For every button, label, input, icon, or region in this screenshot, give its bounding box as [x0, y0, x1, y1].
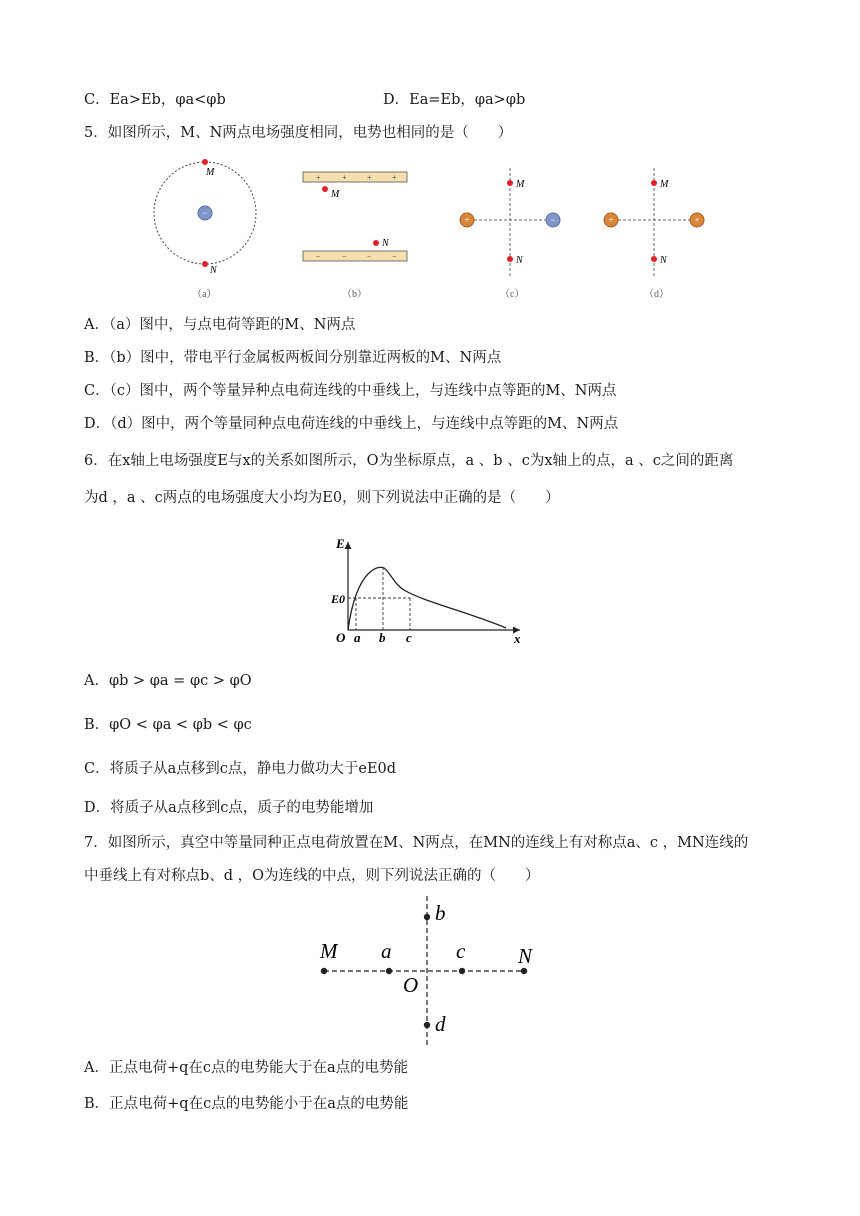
- svg-text:N: N: [382, 238, 389, 249]
- svg-text:−: −: [342, 252, 347, 261]
- q6-option-b: B．φO < φa < φb < φc: [84, 717, 252, 733]
- label-m: M: [206, 167, 215, 178]
- point-n: [651, 256, 657, 262]
- q5-figure-b: [296, 160, 416, 302]
- svg-text:−: −: [316, 252, 321, 261]
- svg-text:O: O: [336, 630, 346, 645]
- svg-text:M: M: [331, 189, 340, 200]
- q6-option-c: C．将质子从a点移到c点，静电力做功大于eE0d: [84, 761, 397, 777]
- q6-stem-line-2: 为d ，a 、c两点的电场强度大小均为E0，则下列说法中正确的是（ ）: [84, 490, 560, 506]
- svg-text:E: E: [336, 536, 345, 551]
- q5-stem: 5．如图所示，M、N两点电场强度相同，电势也相同的是（ ）: [84, 125, 513, 141]
- svg-text:+: +: [316, 173, 321, 182]
- q7-stem-line-1: 7．如图所示，真空中等量同种正点电荷放置在M、N两点，在MN的连线上有对称点a、c ，MN连线的: [84, 835, 749, 851]
- q5-option-a: A．（a）图中，与点电荷等距的M、N两点: [84, 317, 356, 333]
- svg-text:d: d: [435, 1012, 446, 1036]
- svg-text:b: b: [379, 630, 386, 645]
- svg-text:+: +: [367, 173, 372, 182]
- svg-text:（c）: （c）: [500, 289, 525, 300]
- svg-text:+: +: [342, 173, 347, 182]
- q5-option-d: D．（d）图中，两个等量同种点电荷连线的中垂线上，与连线中点等距的M、N两点: [84, 416, 619, 432]
- svg-text:N: N: [518, 944, 533, 968]
- svg-text:+: +: [608, 215, 614, 225]
- svg-text:−: −: [550, 215, 556, 225]
- point-c: [459, 968, 465, 974]
- q7-figure: [310, 892, 550, 1052]
- svg-text:+: +: [392, 173, 397, 182]
- q6-option-a: A．φb > φa = φc > φO: [84, 673, 252, 689]
- q5-figure-c: [452, 160, 572, 302]
- point-m: [507, 180, 513, 186]
- svg-text:b: b: [435, 901, 446, 925]
- point-n: [202, 261, 208, 267]
- svg-text:M: M: [660, 179, 669, 190]
- point-n: [507, 256, 513, 262]
- svg-text:M: M: [320, 939, 338, 963]
- svg-text:a: a: [381, 939, 392, 963]
- point-m: [202, 159, 208, 165]
- q5-option-b: B．（b）图中，带电平行金属板两板间分别靠近两板的M、N两点: [84, 350, 502, 366]
- q6-e-x-graph: [328, 532, 532, 648]
- svg-text:c: c: [456, 939, 466, 963]
- point-d: [424, 1022, 430, 1028]
- q5-figure-d: [596, 160, 716, 302]
- svg-text:c: c: [406, 630, 412, 645]
- label-n: N: [210, 265, 217, 276]
- svg-text:M: M: [516, 179, 525, 190]
- svg-text:（b）: （b）: [342, 289, 367, 300]
- svg-text:−: −: [392, 252, 397, 261]
- q7-option-a: A．正点电荷+q在c点的电势能大于在a点的电势能: [84, 1060, 409, 1076]
- e-curve: [348, 567, 506, 630]
- q5-option-c: C．（c）图中，两个等量异种点电荷连线的中垂线上，与连线中点等距的M、N两点: [84, 383, 617, 399]
- q7-option-b: B．正点电荷+q在c点的电势能小于在a点的电势能: [84, 1096, 409, 1112]
- point-n: [521, 968, 527, 974]
- svg-text:+: +: [464, 215, 470, 225]
- svg-text:（d）: （d）: [644, 289, 669, 300]
- svg-text:x: x: [514, 631, 521, 646]
- q4-option-d: D．Ea=Eb，φa>φb: [383, 92, 526, 108]
- point-m: [651, 180, 657, 186]
- q6-option-d: D．将质子从a点移到c点，质子的电势能增加: [84, 800, 374, 816]
- point-n: [373, 240, 379, 246]
- point-a: [386, 968, 392, 974]
- svg-text:N: N: [516, 255, 523, 266]
- caption-a: （a）: [192, 289, 217, 300]
- svg-text:O: O: [403, 973, 419, 997]
- svg-text:−: −: [367, 252, 372, 261]
- point-b: [424, 914, 430, 920]
- svg-text:−: −: [202, 208, 208, 218]
- svg-text:N: N: [660, 255, 667, 266]
- q6-stem-line-1: 6．在x轴上电场强度E与x的关系如图所示，O为坐标原点，a 、b 、c为x轴上的点，a 、c之间的距离: [84, 453, 734, 469]
- svg-text:a: a: [354, 630, 361, 645]
- point-m: [322, 186, 328, 192]
- q4-option-c: C．Ea>Eb，φa<φb: [84, 92, 226, 108]
- q5-figure-a: [140, 152, 280, 302]
- point-m: [321, 968, 327, 974]
- q7-stem-line-2: 中垂线上有对称点b、d ，O为连线的中点，则下列说法正确的（ ）: [84, 868, 540, 884]
- svg-text:E0: E0: [331, 592, 346, 606]
- svg-text:+: +: [694, 215, 700, 225]
